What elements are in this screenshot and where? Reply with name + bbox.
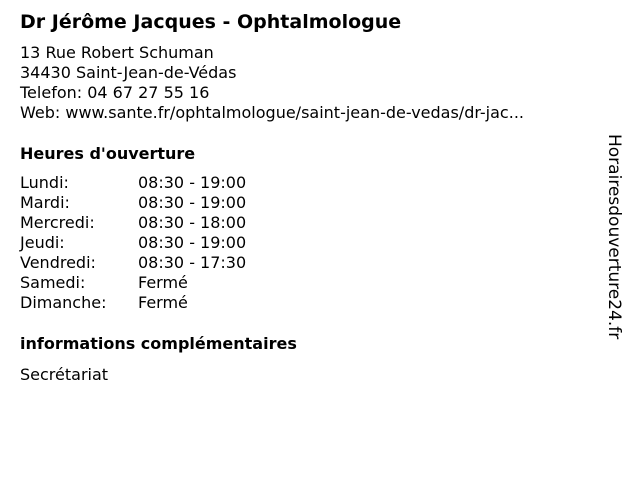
day-label: Mercredi: — [20, 213, 95, 232]
day-label: Mardi: — [20, 193, 70, 212]
day-label: Lundi: — [20, 173, 69, 192]
website-link: Web: www.sante.fr/ophtalmologue/saint-jean-de-vedas/dr-jac... — [20, 103, 524, 122]
hours-row-monday — [20, 173, 580, 193]
day-label: Dimanche: — [20, 293, 107, 312]
hours-value: 08:30 - 19:00 — [138, 173, 247, 192]
address-street: 13 Rue Robert Schuman — [20, 43, 214, 62]
opening-hours-heading: Heures d'ouverture — [20, 144, 196, 163]
hours-value: Fermé — [138, 293, 188, 312]
site-watermark: Horairesdouverture24.fr — [604, 134, 624, 340]
hours-row-wednesday — [20, 213, 580, 233]
day-label: Vendredi: — [20, 253, 96, 272]
additional-info-heading: informations complémentaires — [20, 334, 297, 353]
hours-value: Fermé — [138, 273, 188, 292]
day-label: Jeudi: — [20, 233, 65, 252]
hours-row-sunday — [20, 293, 580, 313]
address-city: 34430 Saint-Jean-de-Védas — [20, 63, 237, 82]
hours-row-saturday — [20, 273, 580, 293]
page-title: Dr Jérôme Jacques - Ophtalmologue — [20, 11, 402, 33]
phone-number: Telefon: 04 67 27 55 16 — [20, 83, 210, 102]
hours-value: 08:30 - 19:00 — [138, 233, 247, 252]
day-label: Samedi: — [20, 273, 86, 292]
hours-row-thursday — [20, 233, 580, 253]
hours-value: 08:30 - 18:00 — [138, 213, 247, 232]
hours-value: 08:30 - 19:00 — [138, 193, 247, 212]
additional-info-text: Secrétariat — [20, 365, 109, 384]
hours-row-tuesday — [20, 193, 580, 213]
hours-row-friday — [20, 253, 580, 273]
hours-value: 08:30 - 17:30 — [138, 253, 247, 272]
